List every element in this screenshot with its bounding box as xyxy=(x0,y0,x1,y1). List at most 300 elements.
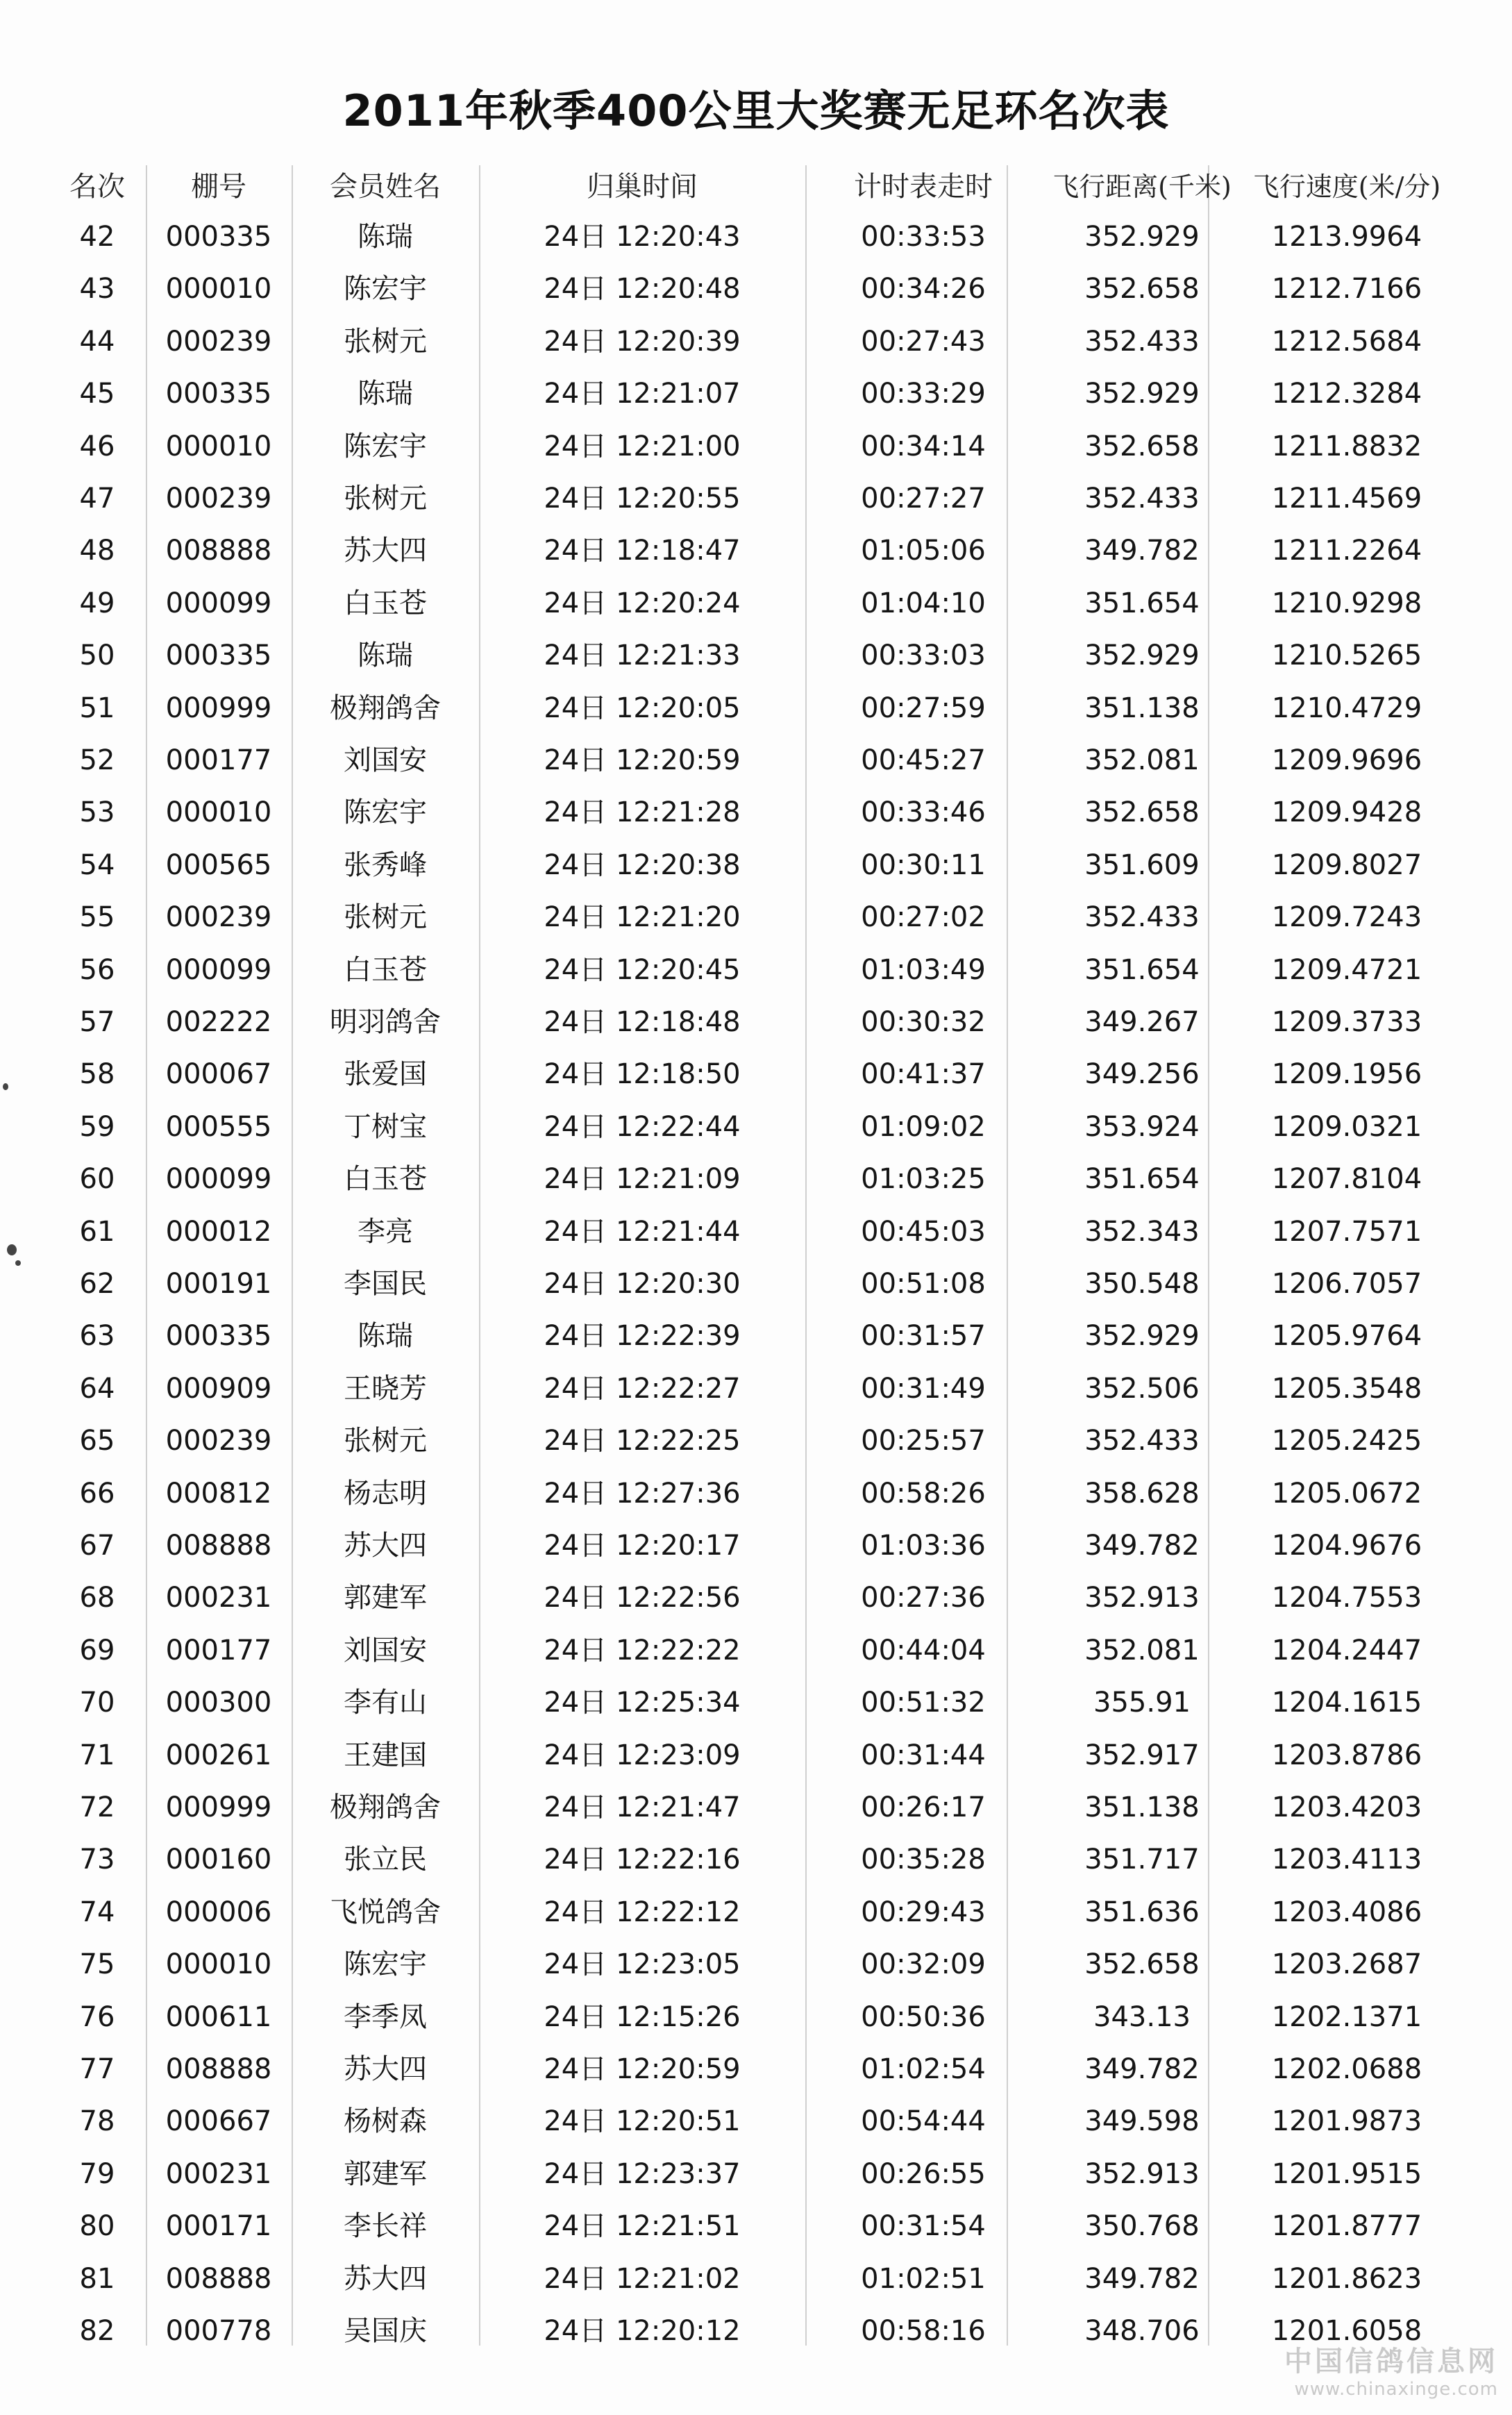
return-time-cell: 24日 12:22:56 xyxy=(544,1582,741,1614)
clock-time-cell: 01:03:36 xyxy=(861,1530,986,1562)
table-row xyxy=(49,683,1422,734)
loft-number-cell: 000010 xyxy=(165,796,272,828)
scan-speck xyxy=(3,1083,8,1090)
distance-cell: 352.917 xyxy=(1084,1739,1200,1771)
member-name-cell: 苏大四 xyxy=(344,2053,427,2085)
loft-number-cell: 000010 xyxy=(165,273,272,305)
table-row xyxy=(49,996,1422,1048)
return-time-cell: 24日 12:22:44 xyxy=(544,1111,741,1143)
distance-cell: 352.913 xyxy=(1084,2158,1200,2190)
return-time-cell: 24日 12:22:39 xyxy=(544,1320,741,1352)
speed-cell: 1203.2687 xyxy=(1271,1948,1422,1980)
return-time-cell: 24日 12:20:43 xyxy=(544,221,741,253)
table-row xyxy=(49,1625,1422,1676)
loft-number-cell: 000067 xyxy=(165,1058,272,1090)
clock-time-cell: 00:34:26 xyxy=(861,273,986,305)
table-row xyxy=(49,1415,1422,1466)
distance-cell: 352.433 xyxy=(1084,1425,1200,1457)
table-row xyxy=(49,2253,1422,2305)
distance-cell: 352.433 xyxy=(1084,901,1200,933)
return-time-cell: 24日 12:20:17 xyxy=(544,1530,741,1562)
clock-time-cell: 00:54:44 xyxy=(861,2105,986,2137)
rank-cell: 44 xyxy=(79,326,115,358)
member-name-cell: 丁树宝 xyxy=(344,1111,427,1143)
loft-number-cell: 000611 xyxy=(165,2001,272,2033)
return-time-cell: 24日 12:21:09 xyxy=(544,1163,741,1195)
return-time-cell: 24日 12:21:33 xyxy=(544,640,741,671)
clock-time-cell: 00:26:17 xyxy=(861,1791,986,1823)
member-name-cell: 王建国 xyxy=(344,1739,427,1771)
table-row xyxy=(49,211,1422,262)
distance-cell: 352.081 xyxy=(1084,744,1200,776)
speed-cell: 1205.3548 xyxy=(1271,1373,1422,1405)
return-time-cell: 24日 12:20:59 xyxy=(544,744,741,776)
clock-time-cell: 00:30:32 xyxy=(861,1006,986,1038)
rank-cell: 67 xyxy=(79,1530,115,1562)
speed-cell: 1210.5265 xyxy=(1271,640,1422,671)
table-row xyxy=(49,1258,1422,1310)
loft-number-cell: 000239 xyxy=(165,1425,272,1457)
speed-cell: 1212.7166 xyxy=(1271,273,1422,305)
return-time-cell: 24日 12:20:05 xyxy=(544,692,741,724)
clock-time-cell: 01:04:10 xyxy=(861,587,986,619)
table-row xyxy=(49,1677,1422,1728)
member-name-cell: 飞悦鸽舍 xyxy=(330,1896,441,1928)
clock-time-cell: 00:29:43 xyxy=(861,1896,986,1928)
table-row xyxy=(49,1730,1422,1781)
rank-cell: 50 xyxy=(79,640,115,671)
clock-time-cell: 00:33:03 xyxy=(861,640,986,671)
rank-cell: 66 xyxy=(79,1478,115,1510)
loft-number-cell: 000012 xyxy=(165,1216,272,1248)
speed-cell: 1203.4086 xyxy=(1271,1896,1422,1928)
clock-time-cell: 01:02:54 xyxy=(861,2053,986,2085)
return-time-cell: 24日 12:22:25 xyxy=(544,1425,741,1457)
member-name-cell: 白玉苍 xyxy=(344,954,427,986)
member-name-cell: 张立民 xyxy=(344,1844,427,1875)
member-name-cell: 刘国安 xyxy=(344,1635,427,1666)
distance-cell: 352.913 xyxy=(1084,1582,1200,1614)
distance-cell: 352.658 xyxy=(1084,796,1200,828)
member-name-cell: 陈瑞 xyxy=(358,640,413,671)
member-name-cell: 极翔鸽舍 xyxy=(330,692,441,724)
rank-cell: 61 xyxy=(79,1216,115,1248)
member-name-cell: 白玉苍 xyxy=(344,587,427,619)
distance-cell: 352.658 xyxy=(1084,431,1200,462)
clock-time-cell: 01:03:25 xyxy=(861,1163,986,1195)
distance-cell: 351.609 xyxy=(1084,849,1200,881)
clock-time-cell: 00:32:09 xyxy=(861,1948,986,1980)
return-time-cell: 24日 12:20:39 xyxy=(544,326,741,358)
table-row xyxy=(49,1206,1422,1257)
rank-cell: 49 xyxy=(79,587,115,619)
speed-cell: 1204.2447 xyxy=(1271,1635,1422,1666)
member-name-cell: 杨志明 xyxy=(344,1478,427,1510)
header-distance: 飞行距离(千米) xyxy=(1052,172,1232,202)
speed-cell: 1211.4569 xyxy=(1271,483,1422,515)
speed-cell: 1204.1615 xyxy=(1271,1687,1422,1719)
watermark-url: www.chinaxinge.com xyxy=(1294,2379,1498,2400)
table-row xyxy=(49,787,1422,838)
speed-cell: 1210.4729 xyxy=(1271,692,1422,724)
clock-time-cell: 00:31:44 xyxy=(861,1739,986,1771)
return-time-cell: 24日 12:20:30 xyxy=(544,1268,741,1300)
distance-cell: 351.717 xyxy=(1084,1844,1200,1875)
clock-time-cell: 00:27:43 xyxy=(861,326,986,358)
rank-cell: 57 xyxy=(79,1006,115,1038)
return-time-cell: 24日 12:20:24 xyxy=(544,587,741,619)
clock-time-cell: 01:02:51 xyxy=(861,2263,986,2295)
distance-cell: 351.654 xyxy=(1084,1163,1200,1195)
speed-cell: 1212.3284 xyxy=(1271,378,1422,410)
table-row xyxy=(49,368,1422,419)
speed-cell: 1201.8623 xyxy=(1271,2263,1422,2295)
clock-time-cell: 00:58:26 xyxy=(861,1478,986,1510)
return-time-cell: 24日 12:20:51 xyxy=(544,2105,741,2137)
speed-cell: 1209.1956 xyxy=(1271,1058,1422,1090)
header-loft: 棚号 xyxy=(191,171,246,203)
distance-cell: 352.343 xyxy=(1084,1216,1200,1248)
clock-time-cell: 01:03:49 xyxy=(861,954,986,986)
loft-number-cell: 000300 xyxy=(165,1687,272,1719)
rank-cell: 82 xyxy=(79,2315,115,2347)
speed-cell: 1203.4113 xyxy=(1271,1844,1422,1875)
loft-number-cell: 000010 xyxy=(165,431,272,462)
clock-time-cell: 01:05:06 xyxy=(861,535,986,567)
table-row xyxy=(49,1939,1422,1990)
member-name-cell: 郭建军 xyxy=(344,1582,427,1614)
clock-time-cell: 00:27:02 xyxy=(861,901,986,933)
loft-number-cell: 002222 xyxy=(165,1006,272,1038)
table-row xyxy=(49,735,1422,786)
table-row xyxy=(49,1520,1422,1571)
clock-time-cell: 00:51:08 xyxy=(861,1268,986,1300)
loft-number-cell: 008888 xyxy=(165,2263,272,2295)
member-name-cell: 陈宏宇 xyxy=(344,796,427,828)
rank-cell: 51 xyxy=(79,692,115,724)
return-time-cell: 24日 12:21:51 xyxy=(544,2210,741,2242)
loft-number-cell: 000565 xyxy=(165,849,272,881)
table-row xyxy=(49,2148,1422,2200)
return-time-cell: 24日 12:25:34 xyxy=(544,1687,741,1719)
page-title: 2011年秋季400公里大奖赛无足环名次表 xyxy=(342,85,1170,136)
rank-cell: 42 xyxy=(79,221,115,253)
loft-number-cell: 008888 xyxy=(165,535,272,567)
clock-time-cell: 00:34:14 xyxy=(861,431,986,462)
speed-cell: 1201.9515 xyxy=(1271,2158,1422,2190)
table-row xyxy=(49,1153,1422,1205)
speed-cell: 1205.9764 xyxy=(1271,1320,1422,1352)
table-row xyxy=(49,421,1422,472)
clock-time-cell: 00:51:32 xyxy=(861,1687,986,1719)
rank-cell: 53 xyxy=(79,796,115,828)
distance-cell: 355.91 xyxy=(1093,1687,1191,1719)
loft-number-cell: 000999 xyxy=(165,692,272,724)
member-name-cell: 李长祥 xyxy=(344,2210,427,2242)
clock-time-cell: 00:31:49 xyxy=(861,1373,986,1405)
speed-cell: 1211.8832 xyxy=(1271,431,1422,462)
header-clock-time: 计时表走时 xyxy=(854,171,993,203)
rank-cell: 71 xyxy=(79,1739,115,1771)
loft-number-cell: 008888 xyxy=(165,1530,272,1562)
rank-cell: 69 xyxy=(79,1635,115,1666)
member-name-cell: 张树元 xyxy=(344,326,427,358)
table-row xyxy=(49,1782,1422,1833)
table-row xyxy=(49,1887,1422,1938)
distance-cell: 353.924 xyxy=(1084,1111,1200,1143)
loft-number-cell: 000239 xyxy=(165,901,272,933)
loft-number-cell: 000099 xyxy=(165,954,272,986)
scan-speck xyxy=(15,1260,21,1266)
distance-cell: 351.654 xyxy=(1084,954,1200,986)
clock-time-cell: 00:58:16 xyxy=(861,2315,986,2347)
table-row xyxy=(49,1048,1422,1100)
distance-cell: 352.081 xyxy=(1084,1635,1200,1666)
speed-cell: 1201.6058 xyxy=(1271,2315,1422,2347)
speed-cell: 1205.2425 xyxy=(1271,1425,1422,1457)
return-time-cell: 24日 12:22:22 xyxy=(544,1635,741,1666)
loft-number-cell: 000099 xyxy=(165,587,272,619)
return-time-cell: 24日 12:20:55 xyxy=(544,483,741,515)
speed-cell: 1212.5684 xyxy=(1271,326,1422,358)
distance-cell: 352.433 xyxy=(1084,483,1200,515)
member-name-cell: 明羽鸽舍 xyxy=(330,1006,441,1038)
watermark-name: 中国信鸽信息网 xyxy=(1284,2346,1498,2378)
table-row xyxy=(49,1310,1422,1362)
speed-cell: 1211.2264 xyxy=(1271,535,1422,567)
return-time-cell: 24日 12:23:09 xyxy=(544,1739,741,1771)
rank-cell: 60 xyxy=(79,1163,115,1195)
speed-cell: 1203.4203 xyxy=(1271,1791,1422,1823)
member-name-cell: 极翔鸽舍 xyxy=(330,1791,441,1823)
table-row xyxy=(49,2044,1422,2095)
return-time-cell: 24日 12:22:27 xyxy=(544,1373,741,1405)
member-name-cell: 陈瑞 xyxy=(358,221,413,253)
loft-number-cell: 000999 xyxy=(165,1791,272,1823)
distance-cell: 349.598 xyxy=(1084,2105,1200,2137)
table-row xyxy=(49,892,1422,943)
return-time-cell: 24日 12:23:05 xyxy=(544,1948,741,1980)
return-time-cell: 24日 12:27:36 xyxy=(544,1478,741,1510)
member-name-cell: 苏大四 xyxy=(344,535,427,567)
distance-cell: 349.782 xyxy=(1084,2263,1200,2295)
rank-cell: 75 xyxy=(79,1948,115,1980)
rank-cell: 74 xyxy=(79,1896,115,1928)
speed-cell: 1204.9676 xyxy=(1271,1530,1422,1562)
clock-time-cell: 00:31:54 xyxy=(861,2210,986,2242)
distance-cell: 358.628 xyxy=(1084,1478,1200,1510)
distance-cell: 351.138 xyxy=(1084,1791,1200,1823)
loft-number-cell: 000231 xyxy=(165,2158,272,2190)
rank-cell: 48 xyxy=(79,535,115,567)
clock-time-cell: 00:26:55 xyxy=(861,2158,986,2190)
rank-cell: 81 xyxy=(79,2263,115,2295)
rank-cell: 70 xyxy=(79,1687,115,1719)
return-time-cell: 24日 12:18:47 xyxy=(544,535,741,567)
speed-cell: 1206.7057 xyxy=(1271,1268,1422,1300)
distance-cell: 352.929 xyxy=(1084,1320,1200,1352)
table-row xyxy=(49,2200,1422,2252)
rank-cell: 62 xyxy=(79,1268,115,1300)
speed-cell: 1209.4721 xyxy=(1271,954,1422,986)
member-name-cell: 李亮 xyxy=(358,1216,413,1248)
table-row xyxy=(49,839,1422,891)
table-row xyxy=(49,316,1422,367)
loft-number-cell: 000335 xyxy=(165,378,272,410)
table-row xyxy=(49,1572,1422,1623)
rank-cell: 65 xyxy=(79,1425,115,1457)
loft-number-cell: 000812 xyxy=(165,1478,272,1510)
speed-cell: 1209.8027 xyxy=(1271,849,1422,881)
table-row xyxy=(49,525,1422,576)
clock-time-cell: 00:30:11 xyxy=(861,849,986,881)
rank-cell: 63 xyxy=(79,1320,115,1352)
member-name-cell: 张树元 xyxy=(344,901,427,933)
return-time-cell: 24日 12:20:12 xyxy=(544,2315,741,2347)
speed-cell: 1209.9428 xyxy=(1271,796,1422,828)
clock-time-cell: 00:41:37 xyxy=(861,1058,986,1090)
loft-number-cell: 000335 xyxy=(165,221,272,253)
clock-time-cell: 00:27:59 xyxy=(861,692,986,724)
clock-time-cell: 00:45:03 xyxy=(861,1216,986,1248)
speed-cell: 1209.3733 xyxy=(1271,1006,1422,1038)
member-name-cell: 张爱国 xyxy=(344,1058,427,1090)
rank-cell: 72 xyxy=(79,1791,115,1823)
clock-time-cell: 00:27:27 xyxy=(861,483,986,515)
member-name-cell: 刘国安 xyxy=(344,744,427,776)
loft-number-cell: 000335 xyxy=(165,1320,272,1352)
distance-cell: 349.782 xyxy=(1084,1530,1200,1562)
distance-cell: 351.636 xyxy=(1084,1896,1200,1928)
member-name-cell: 杨树森 xyxy=(344,2105,427,2137)
table-row xyxy=(49,263,1422,315)
return-time-cell: 24日 12:21:44 xyxy=(544,1216,741,1248)
clock-time-cell: 01:09:02 xyxy=(861,1111,986,1143)
rank-cell: 54 xyxy=(79,849,115,881)
return-time-cell: 24日 12:20:45 xyxy=(544,954,741,986)
clock-time-cell: 00:45:27 xyxy=(861,744,986,776)
rank-cell: 79 xyxy=(79,2158,115,2190)
clock-time-cell: 00:27:36 xyxy=(861,1582,986,1614)
distance-cell: 352.433 xyxy=(1084,326,1200,358)
speed-cell: 1202.0688 xyxy=(1271,2053,1422,2085)
distance-cell: 348.706 xyxy=(1084,2315,1200,2347)
loft-number-cell: 000239 xyxy=(165,326,272,358)
loft-number-cell: 000555 xyxy=(165,1111,272,1143)
member-name-cell: 李季凤 xyxy=(344,2001,427,2033)
return-time-cell: 24日 12:21:07 xyxy=(544,378,741,410)
loft-number-cell: 000231 xyxy=(165,1582,272,1614)
header-rank: 名次 xyxy=(69,171,125,203)
distance-cell: 352.929 xyxy=(1084,640,1200,671)
rank-cell: 59 xyxy=(79,1111,115,1143)
member-name-cell: 陈宏宇 xyxy=(344,273,427,305)
return-time-cell: 24日 12:21:28 xyxy=(544,796,741,828)
table-row xyxy=(49,630,1422,681)
return-time-cell: 24日 12:22:12 xyxy=(544,1896,741,1928)
rank-cell: 68 xyxy=(79,1582,115,1614)
speed-cell: 1201.8777 xyxy=(1271,2210,1422,2242)
loft-number-cell: 000160 xyxy=(165,1844,272,1875)
loft-number-cell: 000177 xyxy=(165,744,272,776)
speed-cell: 1202.1371 xyxy=(1271,2001,1422,2033)
return-time-cell: 24日 12:21:00 xyxy=(544,431,741,462)
table-row xyxy=(49,1101,1422,1153)
watermark xyxy=(1284,2339,1498,2400)
loft-number-cell: 000778 xyxy=(165,2315,272,2347)
table-row xyxy=(49,1991,1422,2043)
rank-cell: 80 xyxy=(79,2210,115,2242)
speed-cell: 1207.8104 xyxy=(1271,1163,1422,1195)
loft-number-cell: 000667 xyxy=(165,2105,272,2137)
table-header xyxy=(49,161,1441,212)
loft-number-cell: 000335 xyxy=(165,640,272,671)
table-row xyxy=(49,1834,1422,1885)
distance-cell: 352.929 xyxy=(1084,221,1200,253)
distance-cell: 349.782 xyxy=(1084,535,1200,567)
return-time-cell: 24日 12:20:59 xyxy=(544,2053,741,2085)
distance-cell: 352.658 xyxy=(1084,1948,1200,1980)
clock-time-cell: 00:33:29 xyxy=(861,378,986,410)
rank-cell: 55 xyxy=(79,901,115,933)
member-name-cell: 王晓芳 xyxy=(344,1373,427,1405)
speed-cell: 1209.0321 xyxy=(1271,1111,1422,1143)
rank-cell: 73 xyxy=(79,1844,115,1875)
rank-cell: 58 xyxy=(79,1058,115,1090)
distance-cell: 349.256 xyxy=(1084,1058,1200,1090)
distance-cell: 352.506 xyxy=(1084,1373,1200,1405)
speed-cell: 1209.7243 xyxy=(1271,901,1422,933)
return-time-cell: 24日 12:22:16 xyxy=(544,1844,741,1875)
member-name-cell: 郭建军 xyxy=(344,2158,427,2190)
return-time-cell: 24日 12:20:48 xyxy=(544,273,741,305)
return-time-cell: 24日 12:21:02 xyxy=(544,2263,741,2295)
return-time-cell: 24日 12:20:38 xyxy=(544,849,741,881)
speed-cell: 1201.9873 xyxy=(1271,2105,1422,2137)
member-name-cell: 苏大四 xyxy=(344,1530,427,1562)
rank-cell: 47 xyxy=(79,483,115,515)
clock-time-cell: 00:33:46 xyxy=(861,796,986,828)
speed-cell: 1210.9298 xyxy=(1271,587,1422,619)
loft-number-cell: 000191 xyxy=(165,1268,272,1300)
speed-cell: 1207.7571 xyxy=(1271,1216,1422,1248)
loft-number-cell: 000006 xyxy=(165,1896,272,1928)
clock-time-cell: 00:50:36 xyxy=(861,2001,986,2033)
return-time-cell: 24日 12:23:37 xyxy=(544,2158,741,2190)
distance-cell: 351.138 xyxy=(1084,692,1200,724)
return-time-cell: 24日 12:21:20 xyxy=(544,901,741,933)
distance-cell: 351.654 xyxy=(1084,587,1200,619)
rank-cell: 78 xyxy=(79,2105,115,2137)
speed-cell: 1213.9964 xyxy=(1271,221,1422,253)
header-speed: 飞行速度(米/分) xyxy=(1252,172,1441,202)
distance-cell: 352.658 xyxy=(1084,273,1200,305)
rank-cell: 64 xyxy=(79,1373,115,1405)
member-name-cell: 陈瑞 xyxy=(358,1320,413,1352)
loft-number-cell: 000010 xyxy=(165,1948,272,1980)
speed-cell: 1203.8786 xyxy=(1271,1739,1422,1771)
loft-number-cell: 000177 xyxy=(165,1635,272,1666)
clock-time-cell: 00:44:04 xyxy=(861,1635,986,1666)
header-return-time: 归巢时间 xyxy=(587,171,698,203)
loft-number-cell: 000261 xyxy=(165,1739,272,1771)
clock-time-cell: 00:33:53 xyxy=(861,221,986,253)
table-row xyxy=(49,2305,1422,2357)
distance-cell: 343.13 xyxy=(1093,2001,1191,2033)
table-row xyxy=(49,578,1422,629)
member-name-cell: 陈瑞 xyxy=(358,378,413,410)
member-name-cell: 李国民 xyxy=(344,1268,427,1300)
